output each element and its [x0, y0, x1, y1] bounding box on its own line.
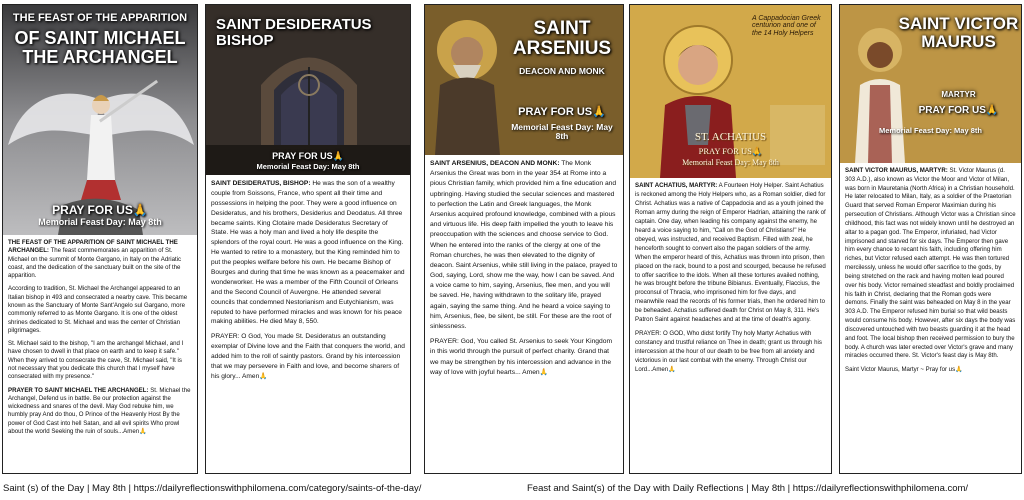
image-caption: A Cappadocian Greek centurion and one of the 14 Holy Helpers — [752, 15, 821, 37]
memorial-feast-day: Memorial Feast Day: May 8th — [879, 126, 982, 135]
body-paragraph: St. Michael said to the bishop, "I am the archangel Michael, and I have chosen to dwell in that place on earth and to keep it safe." When they arrived to consecrate the cave, St. Michael said, "It is not necessary that you dedicate this church that I myself have consecrated with my presence." — [8, 340, 184, 381]
card-body — [206, 175, 410, 391]
closing-text: Saint Victor Maurus, Martyr ~ Pray for us🙏 — [845, 366, 963, 374]
card-artwork — [3, 5, 197, 235]
body-heading: SAINT ARSENIUS, DEACON AND MONK: — [430, 160, 560, 167]
footer-right-caption: Feast and Saint(s) of the Day with Daily Reflections | May 8th | https://dailyreflectionswithphilomena.com/ — [527, 483, 969, 494]
memorial-feast-day: Memorial Feast Day: May 8th — [256, 162, 360, 171]
body-paragraph: St. Victor Maurus (d. 303 A.D.), also known as Victor the Moor and Victor of Milan, was born in Mauretania (North Africa) in a Christian household. He later relocated to Milan, Italy, as a soldier of the Praetorian Guard that served Roman Emperor Maximian during his persecution of Christians. Although Victor was a Christian since childhood, this fact was not widely known until he destroyed an altar to a pagan god. The Emperor, infuriated, had Victor imprisoned and starved for six days. The Emperor then gave him every chance to recant his faith, including offering him riches, but Victor refused each attempt. He was then tortured mercilessly, unless he would offer sacrifice to the gods, by being stretched on the rack and having molten lead poured over his body. Victor remained steadfast and boldly proclaimed his faith in Christ, declaring that the Roman gods were demons. Finally the saint was beheaded on May 8 in the year 303 A.D. The Emperor refused him burial so that wild beasts would consume his body. However, after six days the body was discovered untouched with two beasts guarding it at the head and foot. The local bishop then received permission to bury the body. A church was later erected over Victor's grave and many miracles occurred there. St. Victor's feast day is May 8th. — [845, 167, 1016, 360]
card-title: OF SAINT MICHAEL THE ARCHANGEL — [14, 28, 186, 67]
card-title: SAINT ARSENIUS — [512, 18, 612, 59]
pray-for-us: PRAY FOR US🙏 — [52, 203, 148, 217]
card-body — [630, 178, 831, 384]
saint-card-arsenius — [424, 4, 624, 474]
prayer-text: PRAYER: God, You called St. Arsenius to seek Your Kingdom in this world through the pursuit of perfect charity. Grand that we may be strengthen by his intercession and advance in the way of love with joyful hearts... Amen🙏 — [430, 338, 613, 376]
memorial-feast-day: Memorial Feast Day: May 8th — [38, 217, 162, 227]
pray-for-us: PRAY FOR US🙏 — [272, 151, 344, 161]
card-body — [425, 155, 623, 387]
card-artwork — [206, 5, 410, 175]
prayer-heading: PRAYER TO SAINT MICHAEL THE ARCHANGEL: — [8, 386, 149, 394]
body-heading: SAINT DESIDERATUS, BISHOP: — [211, 180, 311, 187]
footer-left-caption: Saint (s) of the Day | May 8th | https://dailyreflectionswithphilomena.com/category/saints-of-the-day/ — [3, 483, 422, 494]
memorial-feast-day: Memorial Feast Day: May 8th — [511, 122, 613, 142]
body-heading: SAINT ACHATIUS, MARTYR: — [635, 182, 718, 189]
card-body — [840, 163, 1021, 384]
body-paragraph: According to tradition, St. Michael the Archangel appeared to an Italian bishop in 493 and consecrated a nearby cave. This became known as the Sanctuary of Monte Sant'Angelo sul Gargano, more commonly referred to as Monte Gargano. It is one of the oldest shrines dedicated to St. Michael and was the center of Christian pilgrimages. — [8, 285, 188, 334]
card-title: SAINT DESIDERATUS BISHOP — [216, 16, 372, 49]
card-artwork — [840, 5, 1021, 163]
saint-name: ST. ACHATIUS — [694, 131, 767, 143]
body-heading: SAINT VICTOR MAURUS, MARTYR: — [845, 167, 948, 174]
card-artwork — [630, 5, 831, 178]
prayer-text: PRAYER: O God, You made St. Desideratus an outstanding exemplar of Divine love and the Faith that conquers the world, and added him to the roll of saintly pastors. Grand by his intercession that we may persevere in Faith and love, and become sharers of his glory... Amen🙏 — [211, 333, 405, 380]
card-title-small: THE FEAST OF THE APPARITION — [12, 12, 188, 24]
body-paragraph: A Fourteen Holy Helper. Saint Achatius is reckoned among the Holy Helpers who, as a Roman soldier, died for Christ. Achatius was a native of Cappadocia and as a youth joined the Roman army during the reign of Emperor Hadrian, attaining the rank of captain. One day, when leading his company against the enemy, he heard a voice saying to him, "Call on the God of Christians!" He obeyed, was instructed, and received Baptism. Filled with zeal, he henceforth sought to convert also the pagan soldiers of the army. When the emperor heard of this, Achatius was thrown into prison, then placed on the rack, bound to a post and scourged, because he refused to offer sacrifice to the idols. When all these tortures availed nothing, he was brought before the tribune Bibianus. Eventually, Flaccius, the proconsul of Thracia, who imprisoned him for five days, and meanwhile read the records of his former trials, then he ordered him to be beheaded. Achatius suffered death for Christ on May 8, 311. He's Patron Saint against headaches and at the time of death's agony. — [635, 182, 826, 324]
saint-card-michael — [2, 4, 198, 474]
prayer-text: St. Michael the Archangel, Defend us in battle. Be our protection against the wickedness and snares of the devil. May God rebuke him, we humbly pray And do thou, O Prince of the Heavenly Host By the power of God Cast into hell Satan, and all evil spirits Who prowl about the world Seeking the ruin of souls...Amen🙏 — [8, 386, 191, 435]
card-artwork — [425, 5, 623, 155]
body-heading: THE FEAST OF THE APPARITION OF SAINT MICHAEL THE ARCHANGEL: — [8, 239, 178, 255]
body-paragraph: He was the son of a wealthy couple from Soissons, France, who spent all their time and possessions in helping the poor. They were a good influence on Desideratus, and his brothers, Desiderius and Deodatus. All three became saints. King Clotaire made Desideratus Secretary of State. He was a holy man and lived a holy life despite the splendors of the royal court. He was a good influence on the King. He wanted to retire to a monastery, but the King reminded him to put the peoples welfare before his own. He became Bishop of Bourges and during that time he was known as a peacemaker and wonderworker. He was a member of the Fifth Council of Orleans and the Second Council of Auvergne. He attended several councils that condemned Nestorianism and Eutychianism, was reputed to have performed miracles and was known for his peace making abilities. He died May 8, 550. — [211, 180, 405, 326]
body-paragraph: The feast commemorates an apparition of St. Michael on the summit of Monte Gargano, in Italy on the Adriatic coast, and the dedication of the sanctuary built on the site of the apparition. — [8, 247, 182, 280]
card-subtitle: DEACON AND MONK — [519, 66, 605, 76]
saint-card-achatius — [629, 4, 832, 474]
prayer-text: PRAYER: O GOD, Who didst fortify Thy holy Martyr Achatius with constancy and trustful reliance on Thee in death; grant us through his intercession at the hour of our death to be free from all anxiety and victorious in our last combat with the enemy. Through Christ our Lord...Amen🙏 — [635, 330, 822, 374]
card-title: SAINT VICTOR MAURUS — [898, 14, 1019, 51]
saint-card-victor-maurus — [839, 4, 1022, 474]
saint-card-desideratus — [205, 4, 411, 474]
card-subtitle: MARTYR — [941, 90, 976, 99]
memorial-feast-day: Memorial Feast Day: May 8th — [682, 158, 779, 167]
body-paragraph: The Monk Arsenius the Great was born in the year 354 at Rome into a pious Christian family, which provided him a fine education and upbringing. Having studied the secular sciences and mastered to perfection the Latin and Greek languages, the Monk Arsenius acquired profound knowledge, combined with a pious and virtuous life. His deep faith impelled the youth to leave his preoccupation with the sciences and choose service to God. When he entered into the ranks of the clergy at one of the Roman churches, he was then elevated to the dignity of deacon. Saint Arsenius, while still living in the palace, prayed to God, saying, Lord, show me the way, how I can be saved. And a voice came to him, saying, Arsenius, flee men, and you will be saved. He, having withdrawn to the solitary life, prayed again, saying the same thing. And he heard a voice saying to him, Arsenius, flee, be silent, be still. For these are the root of sinlessness. — [430, 160, 618, 330]
pray-for-us: PRAY FOR US🙏 — [518, 106, 606, 118]
card-body — [3, 235, 197, 445]
pray-for-us: PRAY FOR US🙏 — [698, 146, 763, 156]
pray-for-us: PRAY FOR US🙏 — [918, 105, 999, 116]
